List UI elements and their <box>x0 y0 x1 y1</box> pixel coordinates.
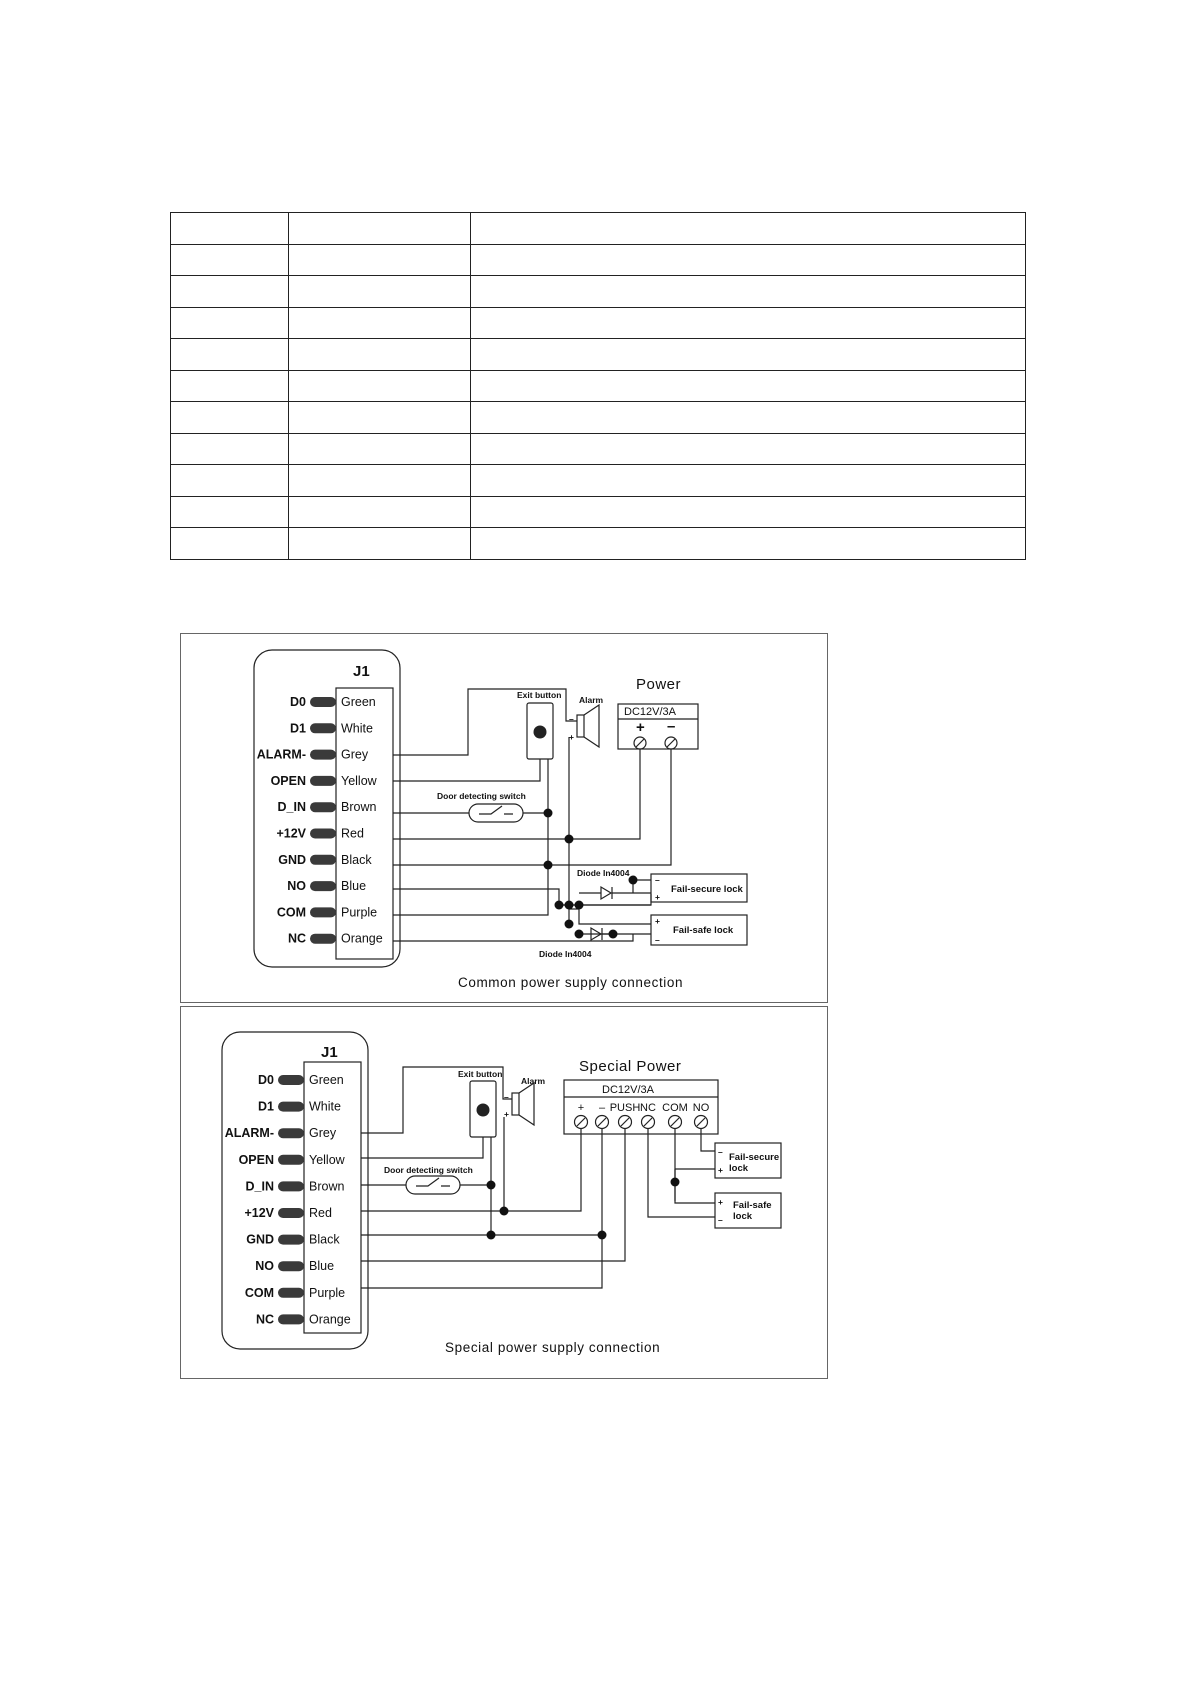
common-power-diagram-svg <box>181 634 827 1004</box>
wire-color-label: Green <box>341 695 376 709</box>
terminal-label: PUSH <box>609 1102 641 1114</box>
table-cell <box>471 244 1026 276</box>
table-cell <box>289 213 471 245</box>
power-title: Power <box>636 676 682 693</box>
pin-row <box>246 1233 340 1247</box>
connector-pin-icon <box>310 881 336 891</box>
no-wire <box>701 1128 715 1151</box>
screw-terminal-icon <box>575 1116 588 1129</box>
diode-bottom-label: Diode In4004 <box>539 949 592 959</box>
pin-label: COM <box>276 905 306 920</box>
table-row <box>171 276 1026 308</box>
table-cell <box>471 213 1026 245</box>
door-switch-body <box>406 1176 460 1194</box>
speaker-icon <box>584 705 599 747</box>
fail-safe-minus: – <box>655 935 660 945</box>
table-cell <box>171 339 289 371</box>
screw-terminal-icon <box>619 1116 632 1129</box>
wire-color-label: Orange <box>309 1312 351 1327</box>
pin-row <box>255 1259 334 1273</box>
yellow-wire <box>393 759 540 781</box>
table-cell <box>471 307 1026 339</box>
connector-pin-icon <box>310 855 336 865</box>
fail-safe-label-2: lock <box>733 1211 753 1222</box>
terminal-label: COM <box>662 1102 688 1114</box>
fail-secure-plus: + <box>655 892 660 902</box>
wire-color-label: Blue <box>309 1259 335 1274</box>
table-row <box>171 465 1026 497</box>
connector-pin-icon <box>278 1075 304 1085</box>
pin-row <box>287 879 366 893</box>
alarm-body <box>512 1093 519 1115</box>
black-wire <box>361 1128 602 1235</box>
junction-dots <box>487 1178 680 1240</box>
screw-terminal-icon <box>665 737 677 749</box>
wire-color-label: Brown <box>341 800 377 815</box>
table-cell <box>171 528 289 560</box>
table-cell <box>471 496 1026 528</box>
screw-terminals <box>575 1116 708 1129</box>
board-title: J1 <box>321 1044 338 1061</box>
pin-label: GND <box>246 1232 274 1247</box>
table-cell <box>171 402 289 434</box>
screw-terminal-icon <box>596 1116 609 1129</box>
wire-color-label: Grey <box>341 747 369 762</box>
wire-color-label: White <box>309 1099 341 1114</box>
table-cell <box>289 528 471 560</box>
connector-pin-icon <box>310 802 336 812</box>
pin-label: +12V <box>244 1206 274 1220</box>
table-row <box>171 213 1026 245</box>
wire-color-label: Yellow <box>341 773 377 788</box>
fail-safe-plus: + <box>718 1197 723 1207</box>
connector-pin-icon <box>278 1128 304 1138</box>
connector-pin-icon <box>278 1102 304 1112</box>
connector-pin-icon <box>278 1314 304 1324</box>
connector-pin-icon <box>310 776 336 786</box>
pin-row <box>258 1073 344 1087</box>
connector-pin-icon <box>278 1208 304 1218</box>
switch-icon <box>479 806 513 814</box>
pin-label: NO <box>287 879 306 894</box>
table-cell <box>471 433 1026 465</box>
table-cell <box>289 370 471 402</box>
switch-icon <box>416 1178 450 1186</box>
alarm-body <box>577 715 584 737</box>
table-row <box>171 528 1026 560</box>
pin-label: GND <box>278 852 306 867</box>
special-power-diagram <box>180 1006 828 1379</box>
alarm-plus-wire <box>569 737 579 909</box>
connector-pin-icon <box>278 1155 304 1165</box>
wire-color-label: Yellow <box>309 1152 345 1167</box>
table-row <box>171 370 1026 402</box>
pin-label: ALARM- <box>256 747 306 762</box>
pin-label: OPEN <box>238 1152 274 1167</box>
pin-label: D0 <box>290 695 306 709</box>
wire-color-label: Purple <box>341 905 378 920</box>
table-cell <box>471 339 1026 371</box>
fail-secure-label-2: lock <box>729 1163 749 1174</box>
power-plus-sign: + <box>636 719 645 736</box>
connector-pin-icon <box>310 723 336 733</box>
table-cell <box>171 433 289 465</box>
connector-pin-icon <box>310 829 336 839</box>
fail-safe-label: Fail-safe lock <box>673 925 734 936</box>
pin-row <box>258 1100 341 1114</box>
table-cell <box>171 213 289 245</box>
power-rating: DC12V/3A <box>602 1084 654 1096</box>
pin-row <box>225 1126 337 1140</box>
table-cell <box>289 307 471 339</box>
alarm-minus-sign: – <box>569 714 574 724</box>
purple-wire <box>393 865 548 915</box>
fail-secure-label: Fail-secure lock <box>671 884 743 895</box>
fail-secure-plus: + <box>718 1165 723 1175</box>
terminal-label: NC <box>640 1102 656 1114</box>
table-cell <box>289 433 471 465</box>
alarm-label: Alarm <box>579 695 604 705</box>
table-cell <box>171 307 289 339</box>
pin-label: COM <box>244 1285 274 1300</box>
table-row <box>171 402 1026 434</box>
pin-row <box>290 695 376 709</box>
screw-terminal-icon <box>642 1116 655 1129</box>
table-cell <box>471 528 1026 560</box>
table-cell <box>289 276 471 308</box>
pin-list <box>257 695 383 946</box>
com-wire <box>675 1128 715 1201</box>
fail-secure-minus: – <box>655 875 660 885</box>
pin-row <box>288 932 383 946</box>
table-row <box>171 433 1026 465</box>
wire-color-label: Blue <box>341 879 367 894</box>
wire-color-label: Green <box>309 1073 344 1087</box>
wire-color-label: Purple <box>309 1285 346 1300</box>
pin-label: NC <box>287 931 306 946</box>
nc-wire <box>648 1128 715 1217</box>
pin-row <box>256 1312 351 1326</box>
diode-icon <box>601 887 611 899</box>
fail-secure-label-1: Fail-secure <box>729 1152 780 1163</box>
wiring-table <box>170 212 1026 560</box>
table-row <box>171 244 1026 276</box>
connector-pin-icon <box>278 1181 304 1191</box>
pin-label: NO <box>255 1259 274 1274</box>
wire-color-label: Red <box>309 1206 332 1220</box>
screw-terminal-icon <box>634 737 646 749</box>
pin-row <box>277 905 377 919</box>
connector-pin-icon <box>310 697 336 707</box>
pin-row <box>246 1179 345 1193</box>
pin-label: D_IN <box>277 800 306 815</box>
table-cell <box>471 276 1026 308</box>
yellow-wire <box>361 1137 483 1158</box>
connector-pin-icon <box>278 1235 304 1245</box>
table-cell <box>471 465 1026 497</box>
power-minus-sign: – <box>667 718 676 735</box>
pin-row <box>245 1286 345 1300</box>
pin-row <box>278 853 372 867</box>
screw-terminal-icon <box>695 1116 708 1129</box>
table-cell <box>171 276 289 308</box>
exit-button-label: Exit button <box>458 1069 503 1079</box>
pin-label: D1 <box>290 721 306 736</box>
pin-label: OPEN <box>270 773 306 788</box>
diagram-caption: Common power supply connection <box>458 975 684 990</box>
wire-color-label: White <box>341 721 373 736</box>
wire-color-label: Brown <box>309 1179 345 1194</box>
pin-row <box>276 827 364 841</box>
speaker-icon <box>519 1083 534 1125</box>
wire-color-label: Black <box>341 852 372 867</box>
table-cell <box>289 244 471 276</box>
table-cell <box>289 496 471 528</box>
pin-row <box>271 774 378 788</box>
table-cell <box>171 370 289 402</box>
alarm-minus-sign: – <box>504 1092 509 1102</box>
table-row <box>171 496 1026 528</box>
blue-wire <box>393 889 559 905</box>
connector-pin-icon <box>310 907 336 917</box>
pin-label: NC <box>255 1312 274 1327</box>
screw-terminal-icon <box>669 1116 682 1129</box>
door-switch-body <box>469 804 523 822</box>
pin-label: D_IN <box>245 1179 274 1194</box>
pin-row <box>239 1153 346 1167</box>
wire-color-label: Red <box>341 826 364 841</box>
blue-wire <box>361 1128 625 1261</box>
table-cell <box>289 465 471 497</box>
pin-label: D0 <box>258 1073 274 1087</box>
exit-button-icon <box>477 1104 490 1117</box>
connector-pin-icon <box>310 750 336 760</box>
orange-wire <box>393 934 633 941</box>
special-power-diagram-svg <box>181 1007 827 1380</box>
connector-pin-icon <box>278 1261 304 1271</box>
exit-button-label: Exit button <box>517 690 562 700</box>
wire-color-label: Orange <box>341 931 383 946</box>
fail-safe-plus: + <box>655 916 660 926</box>
pin-row <box>257 748 369 762</box>
alarm-label: Alarm <box>521 1076 546 1086</box>
fail-safe-label-1: Fail-safe <box>733 1200 772 1211</box>
pin-label: +12V <box>276 826 306 841</box>
power-title: Special Power <box>579 1058 682 1075</box>
connector-pin-icon <box>278 1288 304 1298</box>
terminal-labels <box>578 1102 710 1114</box>
table-cell <box>171 465 289 497</box>
diagram-caption: Special power supply connection <box>445 1340 661 1355</box>
table-cell <box>471 402 1026 434</box>
pin-list <box>225 1073 351 1326</box>
table-row <box>171 307 1026 339</box>
pin-label: D1 <box>258 1099 274 1114</box>
power-rating: DC12V/3A <box>624 706 676 718</box>
common-power-diagram <box>180 633 828 1003</box>
table-cell <box>171 496 289 528</box>
terminal-label: NO <box>692 1102 710 1114</box>
terminal-label: + <box>577 1102 585 1114</box>
pin-label: ALARM- <box>224 1126 274 1141</box>
alarm-plus-sign: + <box>569 732 574 742</box>
diode-top-label: Diode In4004 <box>577 868 630 878</box>
fail-secure-minus: – <box>718 1147 723 1157</box>
table-cell <box>289 402 471 434</box>
table-cell <box>171 244 289 276</box>
terminal-label: – <box>598 1102 606 1114</box>
connector-pin-icon <box>310 934 336 944</box>
pin-row <box>290 721 373 735</box>
pin-row <box>278 800 377 814</box>
exit-button-icon <box>534 726 547 739</box>
pin-row <box>244 1206 332 1220</box>
fail-safe-minus: – <box>718 1215 723 1225</box>
wire-color-label: Grey <box>309 1126 337 1141</box>
table-cell <box>471 370 1026 402</box>
alarm-plus-sign: + <box>504 1109 509 1119</box>
door-switch-label: Door detecting switch <box>437 791 526 801</box>
wire-color-label: Black <box>309 1232 340 1247</box>
table-row <box>171 339 1026 371</box>
black-wire <box>393 749 671 865</box>
board-title: J1 <box>353 663 370 680</box>
table-cell <box>289 339 471 371</box>
door-switch-label: Door detecting switch <box>384 1165 473 1175</box>
